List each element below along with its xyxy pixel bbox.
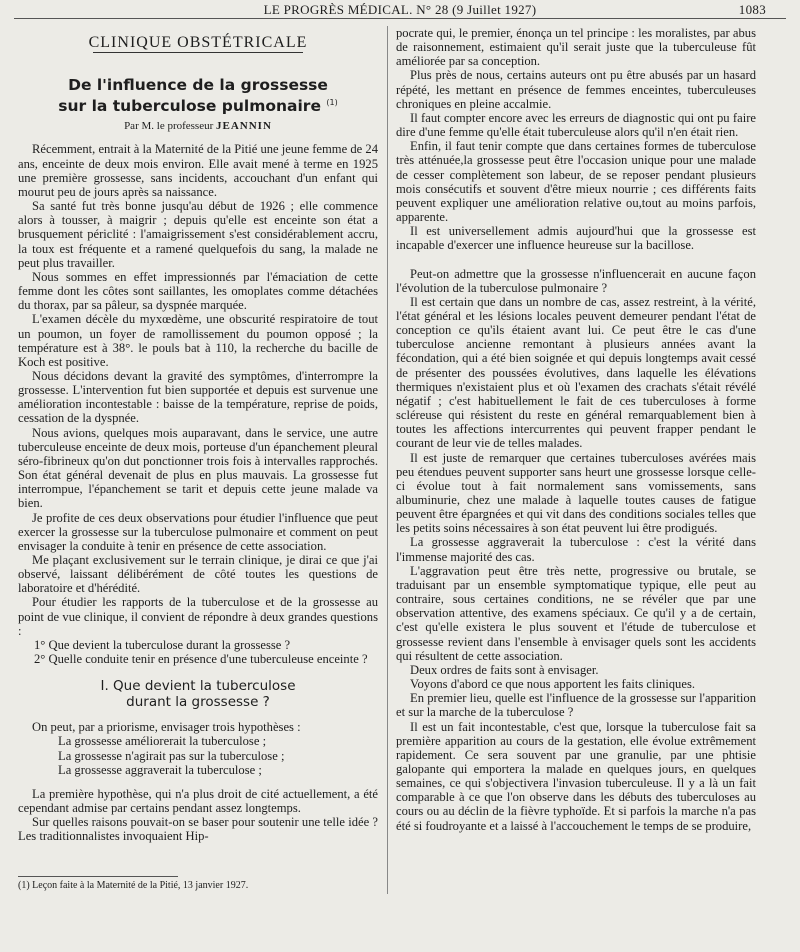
paragraph: Je profite de ces deux observations pour étudier l'influence que peut exercer la grossesse sur la tuberculose pulmonaire et comment on peut envisager la conduite à tenir en présence de cette association.: [18, 510, 378, 553]
section-title: CLINIQUE OBSTÉTRICALE: [88, 34, 308, 51]
paragraph: Me plaçant exclusivement sur le terrain clinique, je dirai ce que j'ai observé, laissant délibérément de côté toutes les questions de laboratoire et d'hérédité.: [18, 553, 378, 596]
footnote-mark: (1): [326, 98, 338, 108]
paragraph: Pour étudier les rapports de la tuberculose et de la grossesse au point de vue clinique, il convient de répondre à deux grandes questions :: [18, 595, 378, 638]
paragraph: La grossesse aggraverait la tuberculose : c'est la vérité dans l'immense majorité des cas.: [396, 535, 756, 564]
paragraph: Il faut compter encore avec les erreurs de diagnostic qui ont pu faire dire d'une femme qu'elle était tuberculeuse alors qu'il n'en était rien.: [396, 110, 756, 140]
paragraph: pocrate qui, le premier, énonça un tel principe : les moralistes, par abus de raisonnement, estimaient qu'il serait juste que la tuberculeuse fût améliorée par sa conception.: [396, 26, 756, 69]
paragraph: Nous sommes en effet impressionnés par l'émaciation de cette femme dont les côtes sont saillantes, les omoplates comme détachées du thorax, par sa pâleur, sa dyspnée marquée.: [18, 269, 378, 313]
paragraph: Nous décidons devant la gravité des symptômes, d'interrompre la grossesse. L'intervention fut bien supportée et depuis est survenue une amélioration incontestable : baisse de la température, reprise de poids, cessation de la dyspnée.: [18, 368, 378, 426]
question-item: 1° Que devient la tuberculose durant la grossesse ?: [34, 637, 291, 652]
footnote: (1) Leçon faite à la Maternité de la Pitié, 13 janvier 1927.: [18, 880, 249, 891]
journal-title: LE PROGRÈS MÉDICAL. N° 28 (9 Juillet 1927): [263, 2, 537, 17]
paragraph: L'aggravation peut être très nette, progressive ou brutale, se traduisant par un ensemble symptomatique typique, elle peut au contraire, sous certaines conditions, ne se révéler que par une observation attentive, des examens spéciaux. Ce qu'il y a de certain, c'est qu'elle existera le plus souvent et l'étude de tuberculose et grossesse revient dans l'ensemble à envisager quels sont les accidents qui résultent de cette association.: [396, 563, 756, 663]
question-list: [18, 638, 378, 666]
byline: [18, 119, 378, 133]
hypotheses-list: [58, 734, 378, 776]
byline-prefix: Par M. le professeur: [124, 120, 214, 133]
article-title-line2: sur la tuberculose pulmonaire: [58, 97, 321, 116]
paragraph: En premier lieu, quelle est l'influence de la grossesse sur l'apparition et sur la marche de la tuberculose ?: [396, 691, 756, 720]
article-title: [18, 77, 378, 115]
hypothesis-item: La grossesse aggraverait la tuberculose ;: [58, 762, 262, 777]
paragraph: Il est un fait incontestable, c'est que, lorsque la tuberculose fait sa première apparition au cours de la gestation, elle évolue extrêmement rapidement. Ce sera souvent par une granulie, par une phtisie galopante qui emportera la malade en quelques jours, en quelques semaines, ce qui s'objectivera l'invasion tuberculeuse. Il y a là un fait comparable à ce que l'on observe dans les débuts des tuberculoses au cours ou au déclin de la fièvre typhoïde. Et si parfois la marche n'a pas été si foudroyante et a laissé à l'accouchement le temps de se produire,: [396, 719, 756, 833]
article-title-line1: De l'influence de la grossesse: [68, 76, 328, 95]
subsection-title: [18, 678, 378, 710]
paragraph: Sur quelles raisons pouvait-on se baser pour soutenir une telle idée ? Les traditionnalistes invoquaient Hip-: [18, 815, 378, 844]
subsection-title-line1: I. Que devient la tuberculose: [100, 678, 296, 695]
hypothesis-item: La grossesse n'agirait pas sur la tuberculose ;: [58, 748, 285, 763]
paragraph: La première hypothèse, qui n'a plus droit de cité actuellement, a été cependant admise par certains pendant assez longtemps.: [18, 786, 378, 816]
paragraph-spacer: [396, 253, 756, 267]
question-item: 2° Quelle conduite tenir en présence d'une tuberculeuse enceinte ?: [34, 652, 368, 667]
page-number: 1083: [738, 2, 766, 17]
paragraph: Il est certain que dans un nombre de cas, assez restreint, à la vérité, l'état général et les lésions locales peuvent demeurer pendant l'état de conception ce qu'ils étaient avant lui. Ce peut être le cas d'une tuberculose ancienne remontant à plusieurs années avant la fécondation, qui a été bien soignée et qui depuis longtemps avait cessé de présenter des poussées évolutives, dans laquelle les élévations thermiques n'existaient plus et où l'examen des crachats s'était révélé négatif ; c'est habituellement le fait de ces tuberculoses à forme scléreuse qui résistent du reste en général remarquablement bien à toutes les affections intercurrentes qui peuvent frapper pendant le courant de leur vie de telles malades.: [396, 294, 756, 451]
byline-author: JEANNIN: [216, 120, 272, 133]
paragraph: L'examen décèle du myxœdème, une obscurité respiratoire de tout un poumon, un foyer de ramollissement du poumon opposé ; la température est à 38°. le pouls bat à 110, la recherche du bacille de Koch est positive.: [18, 312, 378, 369]
footnote-rule: [18, 876, 178, 877]
paragraph: Récemment, entrait à la Maternité de la Pitié une jeune femme de 24 ans, enceinte de deux mois environ. Elle avait mené à terme en 1925 une première grossesse, sans incidents, accouchant d'un enfant qui mourut peu de jours après sa naissance.: [18, 142, 378, 199]
paragraph: Deux ordres de faits sont à envisager.: [410, 662, 599, 677]
running-head: [0, 2, 800, 18]
hypothesis-item: La grossesse améliorerait la tuberculose ;: [58, 734, 267, 749]
paragraph: Il est juste de remarquer que certaines tuberculoses avérées mais peu étendues peuvent supporter sans heurt une grossesse lorsque celle-ci évolue tout à fait normalement sans vomissements, sans albuminurie, chez une malade à laquelle toutes causes de fatigue peuvent être épargnées et qui vit dans des conditions sociales telles que les petits soins nécessaires à son état peuvent lui être prodigués.: [396, 450, 756, 536]
paragraph: Il est universellement admis aujourd'hui que la grossesse est incapable d'exercer une influence heureuse sur la bacillose.: [396, 224, 756, 253]
header-rule: [14, 18, 786, 19]
paragraph: Enfin, il faut tenir compte que dans certaines formes de tuberculose très atténuée,la grossesse peut être l'occasion unique pour une malade de cesser complètement son labeur, de se reposer pendant plusieurs mois consécutifs et souvent d'être mieux nourrie ; ces différents faits peuvent expliquer une amélioration relative ou,tout au moins parfois, apparente.: [396, 139, 756, 225]
paragraph: Sa santé fut très bonne jusqu'au début de 1926 ; elle commence alors à tousser, à maigrir ; depuis qu'elle est enceinte son état a brusquement périclité : l'amaigrissement s'est considérablement accru, la toux est fréquente et a ramené quelquefois du sang, la malade ne peut plus travailler.: [18, 199, 378, 270]
column-divider: [387, 26, 388, 894]
paragraph: Nous avions, quelques mois auparavant, dans le service, une autre tuberculeuse enceinte de deux mois, porteuse d'un épanchement pleural séro-fibrineux qu'on dut ponctionner trois fois à intervalles rapprochés. Son état général devenait de plus en plus mauvais. La grossesse fut interrompue, l'épanchement se tarit et depuis cette jeune malade va bien.: [18, 425, 379, 511]
paragraph: Voyons d'abord ce que nous apportent les faits cliniques.: [410, 677, 695, 692]
right-column: [396, 26, 756, 952]
section-rule: [93, 52, 303, 53]
subsection-title-line2: durant la grossesse ?: [126, 694, 270, 711]
hypotheses-intro: On peut, par a priorisme, envisager trois hypothèses :: [32, 720, 301, 735]
paragraph: Peut-on admettre que la grossesse n'influencerait en aucune façon l'évolution de la tuberculose pulmonaire ?: [396, 266, 756, 295]
paragraph: Plus près de nous, certains auteurs ont pu être abusés par un hasard répété, les mettant en présence de femmes enceintes, tuberculeuses chroniques en pleine accalmie.: [396, 68, 756, 111]
left-column: [18, 26, 378, 952]
